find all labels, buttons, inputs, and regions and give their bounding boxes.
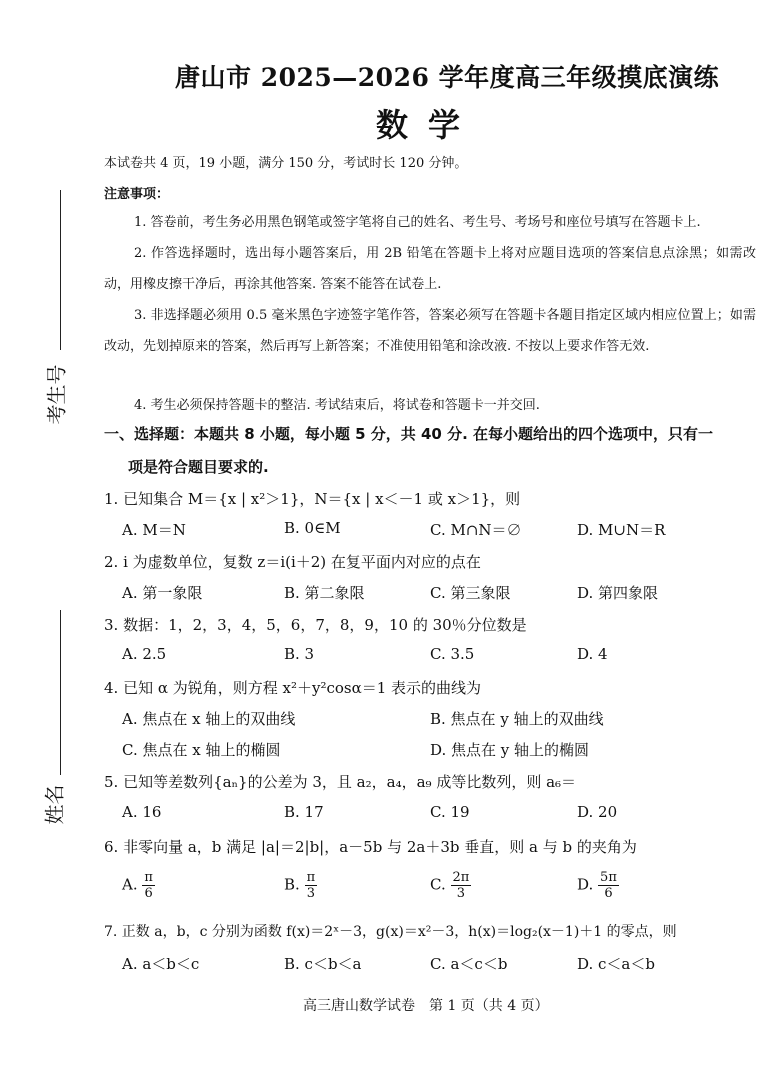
notice-item: 3. 非选择题必须用 0.5 毫米黑色字迹签字笔作答，答案必须写在答题卡各题目指定区域内相应位置上；如需改动，先划掉原来的答案，然后再写上新答案；不准使用铅笔和涂改液. 不按以上要求作答无效. [104,308,756,354]
document-title: 唐山市 2025—2026 学年度高三年级摸底演练 [175,63,720,92]
name-label: 姓名 [42,784,67,825]
exam-number-line [60,190,61,350]
question-4-stem: 4. 已知 α 为锐角，则方程 x²＋y²cosα＝1 表示的曲线为 [104,679,482,697]
section-heading-cont: 项是符合题目要求的. [128,458,269,476]
name-line [60,610,61,775]
numerator: 2π [452,870,470,885]
question-3-option-c: C. 3.5 [430,645,475,663]
question-1-option-d: D. M∪N＝R [577,521,666,539]
section-heading: 一、选择题：本题共 8 小题，每小题 5 分，共 40 分. 在每小题给出的四个选项中，只有一 [104,425,714,443]
fraction [142,870,155,901]
question-6-option-c [430,870,471,901]
fraction [305,870,318,901]
question-1-option-c: C. M∩N＝∅ [430,521,522,539]
option-letter: A. [122,875,138,894]
question-2-stem: 2. i 为虚数单位，复数 z＝i(i＋2) 在复平面内对应的点在 [104,553,481,571]
option-letter: D. [577,875,594,894]
question-3-option-b: B. 3 [284,645,315,663]
question-5-option-a: A. 16 [122,803,162,821]
fraction [598,870,619,901]
numerator: π [306,870,316,885]
question-2-option-d: D. 第四象限 [577,584,659,602]
question-1-stem: 1. 已知集合 M＝{x | x²＞1}，N＝{x | x＜－1 或 x＞1}，则 [104,490,521,508]
question-3-stem: 3. 数据：1，2，3，4，5，6，7，8，9，10 的 30％分位数是 [104,616,527,634]
fraction [451,870,472,901]
page-footer: 高三唐山数学试卷 第 1 页（共 4 页） [303,998,549,1014]
question-2-option-c: C. 第三象限 [430,584,511,602]
denominator: 6 [604,886,613,901]
option-letter: B. [284,875,300,894]
question-4-option-d: D. 焦点在 y 轴上的椭圆 [430,741,590,759]
question-1-option-a: A. M＝N [122,521,186,539]
exam-number-label: 考生号 [44,364,69,425]
exam-intro: 本试卷共 4 页，19 小题，满分 150 分，考试时长 120 分钟。 [104,156,468,171]
question-6-option-a [122,870,155,901]
question-2-option-a: A. 第一象限 [122,584,203,602]
denominator: 3 [306,886,315,901]
subject-title: 数学 [376,106,481,144]
question-7-option-d: D. c＜a＜b [577,955,655,973]
question-5-option-b: B. 17 [284,803,324,821]
numerator: 5π [600,870,617,885]
notice-item: 4. 考生必须保持答题卡的整洁. 考试结束后，将试卷和答题卡一并交回. [134,398,540,413]
question-3-option-a: A. 2.5 [122,645,167,663]
question-7-option-a: A. a＜b＜c [122,955,200,973]
notice-item: 1. 答卷前，考生务必用黑色钢笔或签字笔将自己的姓名、考生号、考场号和座位号填写在答题卡上. [134,215,701,230]
question-7-stem: 7. 正数 a，b，c 分别为函数 f(x)＝2ˣ－3，g(x)＝x²－3，h(x)＝log₂(x－1)＋1 的零点，则 [104,924,677,940]
question-5-option-c: C. 19 [430,803,470,821]
question-7-option-b: B. c＜b＜a [284,955,362,973]
notice-heading: 注意事项： [104,187,170,202]
notice-item: 2. 作答选择题时，选出每小题答案后，用 2B 铅笔在答题卡上将对应题目选项的答案信息点涂黑；如需改动，用橡皮擦干净后，再涂其他答案. 答案不能答在试卷上. [104,246,756,292]
question-4-option-a: A. 焦点在 x 轴上的双曲线 [122,710,296,728]
question-3-option-d: D. 4 [577,645,608,663]
option-letter: C. [430,875,446,894]
question-6-option-b [284,870,317,901]
question-7-option-c: C. a＜c＜b [430,955,508,973]
question-4-option-c: C. 焦点在 x 轴上的椭圆 [122,741,281,759]
question-6-stem: 6. 非零向量 a，b 满足 |a|＝2|b|，a－5b 与 2a＋3b 垂直，则 a 与 b 的夹角为 [104,838,637,856]
numerator: π [144,870,153,885]
question-2-option-b: B. 第二象限 [284,584,365,602]
denominator: 6 [144,886,153,901]
question-5-stem: 5. 已知等差数列{aₙ}的公差为 3，且 a₂，a₄，a₉ 成等比数列，则 a₆＝ [104,773,577,791]
question-1-option-b: B. 0∈M [284,519,341,537]
denominator: 3 [456,886,466,901]
question-4-option-b: B. 焦点在 y 轴上的双曲线 [430,710,604,728]
question-5-option-d: D. 20 [577,803,618,821]
question-6-option-d [577,870,619,901]
